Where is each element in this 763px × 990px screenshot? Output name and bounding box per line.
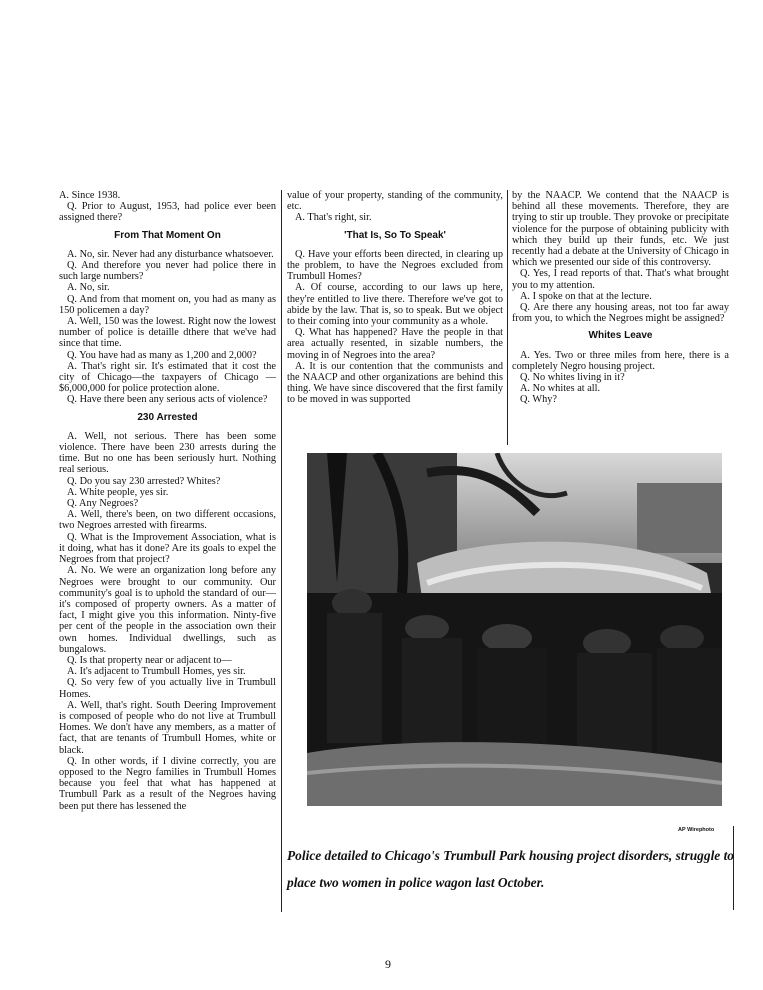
- paragraph: Q. And therefore you never had police there in such large numbers?: [59, 260, 276, 283]
- paragraph: Q. Any Negroes?: [67, 498, 139, 510]
- section-heading-that-is-so-to-speak: 'That Is, So To Speak': [344, 229, 446, 241]
- col3-section1: [512, 350, 729, 406]
- paragraph: Q. What has happened? Have the people in that area actually resented, in sizable numbers, the moving in of Negroes into the area?: [287, 327, 503, 361]
- paragraph: Q. Do you say 230 arrested? Whites?: [67, 475, 221, 487]
- paragraph: A. Well, that's right. South Deering Improvement is composed of people who do not live at Trumbull Homes. We don't have any members, as a matter of fact, that are tenants of Trumbull Homes, white or black.: [59, 699, 276, 756]
- paragraph: A. White people, yes sir.: [67, 486, 169, 498]
- section-heading-230-arrested: 230 Arrested: [137, 411, 198, 423]
- paragraph: A. Well, 150 was the lowest. Right now the lowest number of police is detaille dthere that we've had since that time.: [59, 316, 276, 350]
- col1-section1: [59, 249, 276, 406]
- col2-intro: [287, 190, 503, 224]
- paragraph: A. Since 1938.: [59, 190, 121, 201]
- paragraph: A. I spoke on that at the lecture.: [520, 290, 652, 302]
- paragraph: Q. So very few of you actually live in Trumbull Homes.: [59, 677, 276, 700]
- paragraph: A. No. We were an organization long before any Negroes were brought to our community. Our community's goal is to uphold the standard of our—it's composed of property owners. As a matter of fact, I might give you this information. Ninty-five per cent of the people in the association own their own homes. Individual dwellings, such as bungalows.: [59, 565, 276, 655]
- column-2: [287, 190, 503, 406]
- column-1: [59, 190, 276, 812]
- paragraph: A. Well, there's been, on two different occasions, two Negroes arrested with firearms.: [59, 509, 276, 532]
- paragraph: A. It's adjacent to Trumbull Homes, yes sir.: [67, 666, 246, 678]
- paragraph: Q. Prior to August, 1953, had police ever been assigned there?: [59, 201, 276, 224]
- col3-intro: [512, 190, 729, 324]
- paragraph: Q. In other words, if I divine correctly, you are opposed to the Negro families in Trumbull Homes because you feel that what has happened at Trumbull Park as a result of the Negroes having been put there has lessened the: [59, 755, 276, 812]
- paragraph: Q. Have there been any serious acts of violence?: [67, 394, 268, 406]
- paragraph: Q. You have had as many as 1,200 and 2,000?: [67, 349, 257, 361]
- paragraph: Q. No whites living in it?: [520, 372, 625, 384]
- paragraph: value of your property, standing of the community, etc.: [287, 190, 503, 213]
- paragraph: Q. Are there any housing areas, not too far away from you, to which the Negroes might be assigned?: [512, 302, 729, 325]
- paragraph: A. Well, not serious. There has been some violence. There have been 230 arrests during the time. But no one has been seriously hurt. Nothing real serious.: [59, 430, 276, 476]
- section-heading-from-that-moment-on: From That Moment On: [114, 229, 221, 241]
- page-number: 9: [385, 957, 391, 971]
- column-divider: [507, 190, 508, 445]
- paragraph: A. It is our contention that the communists and the NAACP and other organizations are behind this thing. We have since discovered that the first family to be moved in was supported: [287, 360, 503, 406]
- column-3: [512, 190, 729, 406]
- paragraph: A. No whites at all.: [520, 383, 601, 395]
- col1-intro: [59, 190, 276, 224]
- news-photo: [307, 453, 722, 806]
- paragraph: A. That's right, sir.: [295, 212, 372, 224]
- paragraph: A. No, sir. Never had any disturbance whatsoever.: [67, 248, 274, 260]
- paragraph: A. Of course, according to our laws up here, they're entitled to live there. Therefore we've got to abide by the law. That is, so to speak. But we object to their coming into your community as a whole.: [287, 282, 503, 328]
- photo-police-wagon-scene: [307, 453, 722, 806]
- paragraph: A. Yes. Two or three miles from here, there is a completely Negro housing project.: [512, 349, 729, 372]
- col1-section2: [59, 431, 276, 812]
- paragraph: Q. Is that property near or adjacent to—: [67, 654, 232, 666]
- paragraph: Q. Yes, I read reports of that. That's what brought you to my attention.: [512, 268, 729, 291]
- photo-caption: Police detailed to Chicago's Trumbull Park housing project disorders, struggle to place two women in police wagon last October.: [287, 848, 735, 890]
- paragraph: A. No, sir.: [67, 282, 110, 294]
- col2-section1: [287, 249, 503, 406]
- paragraph: Q. And from that moment on, you had as many as 150 policemen a day?: [59, 293, 276, 316]
- section-heading-whites-leave: Whites Leave: [588, 330, 653, 342]
- photo-credit: AP Wirephoto: [678, 827, 715, 833]
- column-divider: [281, 190, 282, 912]
- paragraph: Q. What is the Improvement Association, what is it doing, what has it done? Are its goals to expel the Negroes from that project?: [59, 531, 276, 566]
- paragraph: Q. Why?: [520, 394, 557, 406]
- paragraph: Q. Have your efforts been directed, in clearing up the problem, to have the Negroes excluded from Trumbull Homes?: [287, 248, 503, 283]
- paragraph: by the NAACP. We contend that the NAACP is behind all these movements. Therefore, they are trying to stir up trouble. They provoke or precipitate violence for the purpose of obtaining publicity with which they build up their funds, etc. We just recently had a debate at the University of Chicago in which we presented our side of this controversy.: [512, 190, 730, 269]
- paragraph: A. That's right sir. It's estimated that it cost the city of Chicago—the taxpayers of Chicago — $6,000,000 for police protection alone.: [59, 360, 276, 395]
